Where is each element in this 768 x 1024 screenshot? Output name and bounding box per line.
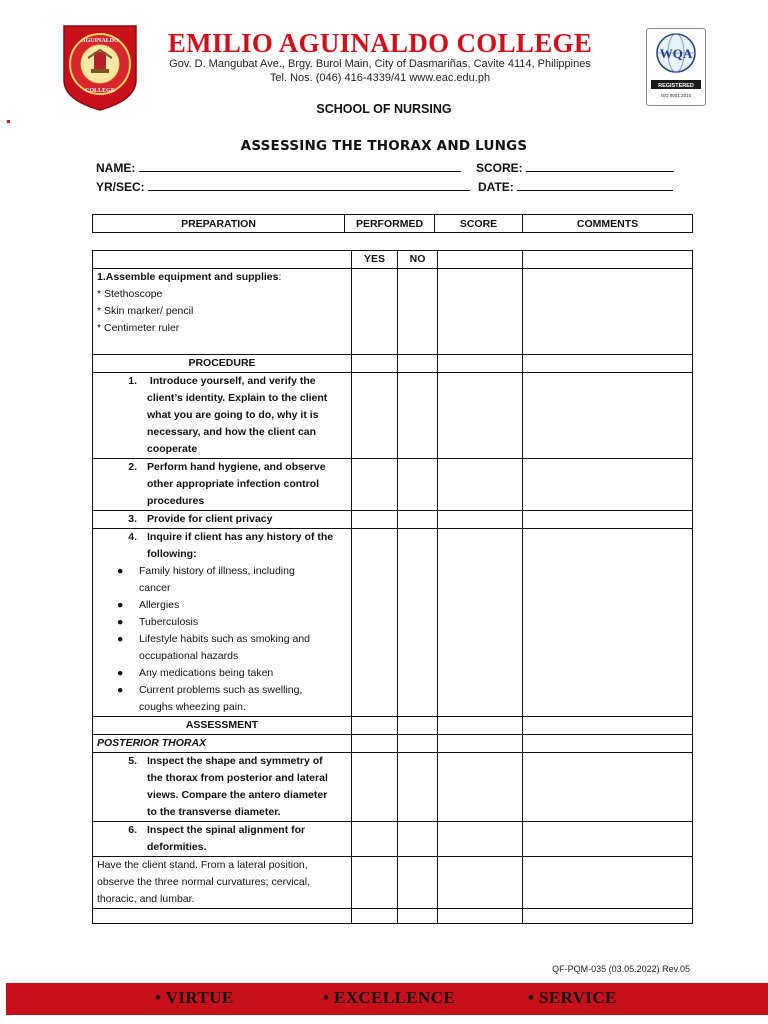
step-row: 4. Inquire if client has any history of the following: ● Family history of illness, including cancer ● Allergies ● Tuberculosis ● Lifestyle habits such as smoking and occupational hazards ● Any medications being taken ● Current problems such as swelling, coughs wheezing pain. [93, 529, 693, 717]
preparation-title: 1.Assemble equipment and supplies: [97, 271, 282, 283]
comments-cell[interactable] [523, 753, 693, 822]
name-label: NAME: [96, 161, 136, 175]
college-contact: Tel. Nos. (046) 416-4339/41 www.eac.edu.ph [269, 72, 491, 84]
comments-cell[interactable] [523, 511, 693, 529]
bullet-item: ● Allergies [117, 599, 180, 611]
checklist-header-table [92, 214, 693, 233]
no-cell[interactable] [398, 857, 438, 909]
college-logo-seal [58, 22, 142, 112]
score-header: SCORE [435, 215, 523, 233]
yes-cell[interactable] [352, 529, 398, 717]
no-cell[interactable] [398, 909, 438, 924]
posterior-thorax-subheading: POSTERIOR THORAX [93, 735, 352, 753]
yes-cell[interactable] [352, 269, 398, 355]
svg-text:AGUINALDO: AGUINALDO [81, 38, 119, 44]
yes-cell[interactable] [352, 511, 398, 529]
no-cell[interactable] [398, 511, 438, 529]
comments-cell[interactable] [523, 529, 693, 717]
score-cell[interactable] [438, 857, 523, 909]
yes-header: YES [352, 251, 398, 269]
procedure-heading-row [93, 355, 693, 373]
motto-service: • SERVICE [528, 988, 617, 1007]
empty-row [93, 909, 693, 924]
wqa-globe-icon [647, 29, 705, 105]
motto-excellence: • EXCELLENCE [323, 988, 456, 1007]
assessment-heading-row [93, 717, 693, 735]
yes-cell[interactable] [352, 373, 398, 459]
prep-item: * Skin marker/ pencil [97, 305, 194, 317]
no-cell[interactable] [398, 459, 438, 511]
posterior-thorax-row [93, 735, 693, 753]
comments-cell[interactable] [523, 909, 693, 924]
score-cell[interactable] [438, 373, 523, 459]
date-field[interactable] [478, 179, 673, 194]
school-name: SCHOOL OF NURSING [316, 102, 452, 116]
yes-cell[interactable] [352, 857, 398, 909]
comments-cell[interactable] [523, 822, 693, 857]
no-cell[interactable] [398, 753, 438, 822]
note-row: Have the client stand. From a lateral position, observe the three normal curvatures; cervical, thoracic, and lumbar. [93, 857, 693, 909]
score-cell[interactable] [438, 511, 523, 529]
name-blank[interactable] [139, 160, 461, 172]
no-cell[interactable] [398, 269, 438, 355]
score-cell[interactable] [438, 269, 523, 355]
no-cell[interactable] [398, 529, 438, 717]
name-field[interactable] [96, 160, 461, 175]
performed-header: PERFORMED [345, 215, 435, 233]
svg-text:WQA: WQA [659, 46, 693, 61]
procedure-heading: PROCEDURE [93, 355, 352, 373]
yes-cell[interactable] [352, 909, 398, 924]
yes-no-header-row [93, 251, 693, 269]
bullet-item: ● Lifestyle habits such as smoking and occupational hazards [117, 633, 311, 662]
assessment-note: Have the client stand. From a lateral position, [97, 859, 308, 871]
date-label: DATE: [478, 180, 514, 194]
red-dot-mark [7, 120, 10, 123]
comments-cell[interactable] [523, 857, 693, 909]
checklist-table [92, 250, 693, 924]
comments-header: COMMENTS [523, 215, 693, 233]
score-cell[interactable] [438, 459, 523, 511]
score-cell[interactable] [438, 529, 523, 717]
yrsec-label: YR/SEC: [96, 180, 145, 194]
score-label: SCORE: [476, 161, 523, 175]
no-cell[interactable] [398, 373, 438, 459]
form-reference-code: QF-PQM-035 (03.05.2022) Rev.05 [552, 964, 690, 974]
bullet-item: ● Tuberculosis [117, 616, 199, 628]
yes-cell[interactable] [352, 822, 398, 857]
score-blank[interactable] [526, 160, 674, 172]
motto-virtue: • VIRTUE [155, 988, 234, 1007]
step-row: 1. Introduce yourself, and verify the client’s identity. Explain to the client what you are going to do, why it is necessary, and how the client can cooperate [93, 373, 693, 459]
college-address: Gov. D. Mangubat Ave., Brgy. Burol Main, City of Dasmariñas, Cavite 4114, Philippines [169, 58, 591, 70]
step-row: 3. Provide for client privacy [93, 511, 693, 529]
yes-cell[interactable] [352, 753, 398, 822]
svg-text:REGISTERED: REGISTERED [658, 83, 694, 89]
prep-item: * Stethoscope [97, 288, 163, 300]
document-title: ASSESSING THE THORAX AND LUNGS [240, 138, 528, 154]
yrsec-field[interactable] [96, 179, 470, 194]
preparation-header: PREPARATION [93, 215, 345, 233]
bullet-item: ● Family history of illness, including cancer [117, 565, 295, 594]
preparation-row [93, 269, 693, 355]
yes-cell[interactable] [352, 459, 398, 511]
comments-cell[interactable] [523, 269, 693, 355]
score-cell[interactable] [438, 822, 523, 857]
college-name: EMILIO AGUINALDO COLLEGE [167, 28, 593, 58]
prep-item: * Centimeter ruler [97, 322, 180, 334]
assessment-heading: ASSESSMENT [93, 717, 352, 735]
no-cell[interactable] [398, 822, 438, 857]
bullet-item: ● Current problems such as swelling, coughs wheezing pain. [117, 684, 303, 713]
bullet-item: ● Any medications being taken [117, 667, 274, 679]
wqa-certification-badge [646, 28, 706, 106]
score-cell[interactable] [438, 909, 523, 924]
svg-text:COLLEGE: COLLEGE [85, 88, 115, 94]
score-field[interactable] [476, 160, 674, 175]
comments-cell[interactable] [523, 373, 693, 459]
no-header: NO [398, 251, 438, 269]
step-row: 5. Inspect the shape and symmetry of the thorax from posterior and lateral views. Compare the antero diameter to the transverse diameter. [93, 753, 693, 822]
step-row: 6. Inspect the spinal alignment for deformities. [93, 822, 693, 857]
date-blank[interactable] [517, 179, 673, 191]
svg-text:ISO 9001:2015: ISO 9001:2015 [660, 93, 692, 98]
comments-cell[interactable] [523, 459, 693, 511]
step-row: 2. Perform hand hygiene, and observe other appropriate infection control procedures [93, 459, 693, 511]
yrsec-blank[interactable] [148, 179, 470, 191]
score-cell[interactable] [438, 753, 523, 822]
